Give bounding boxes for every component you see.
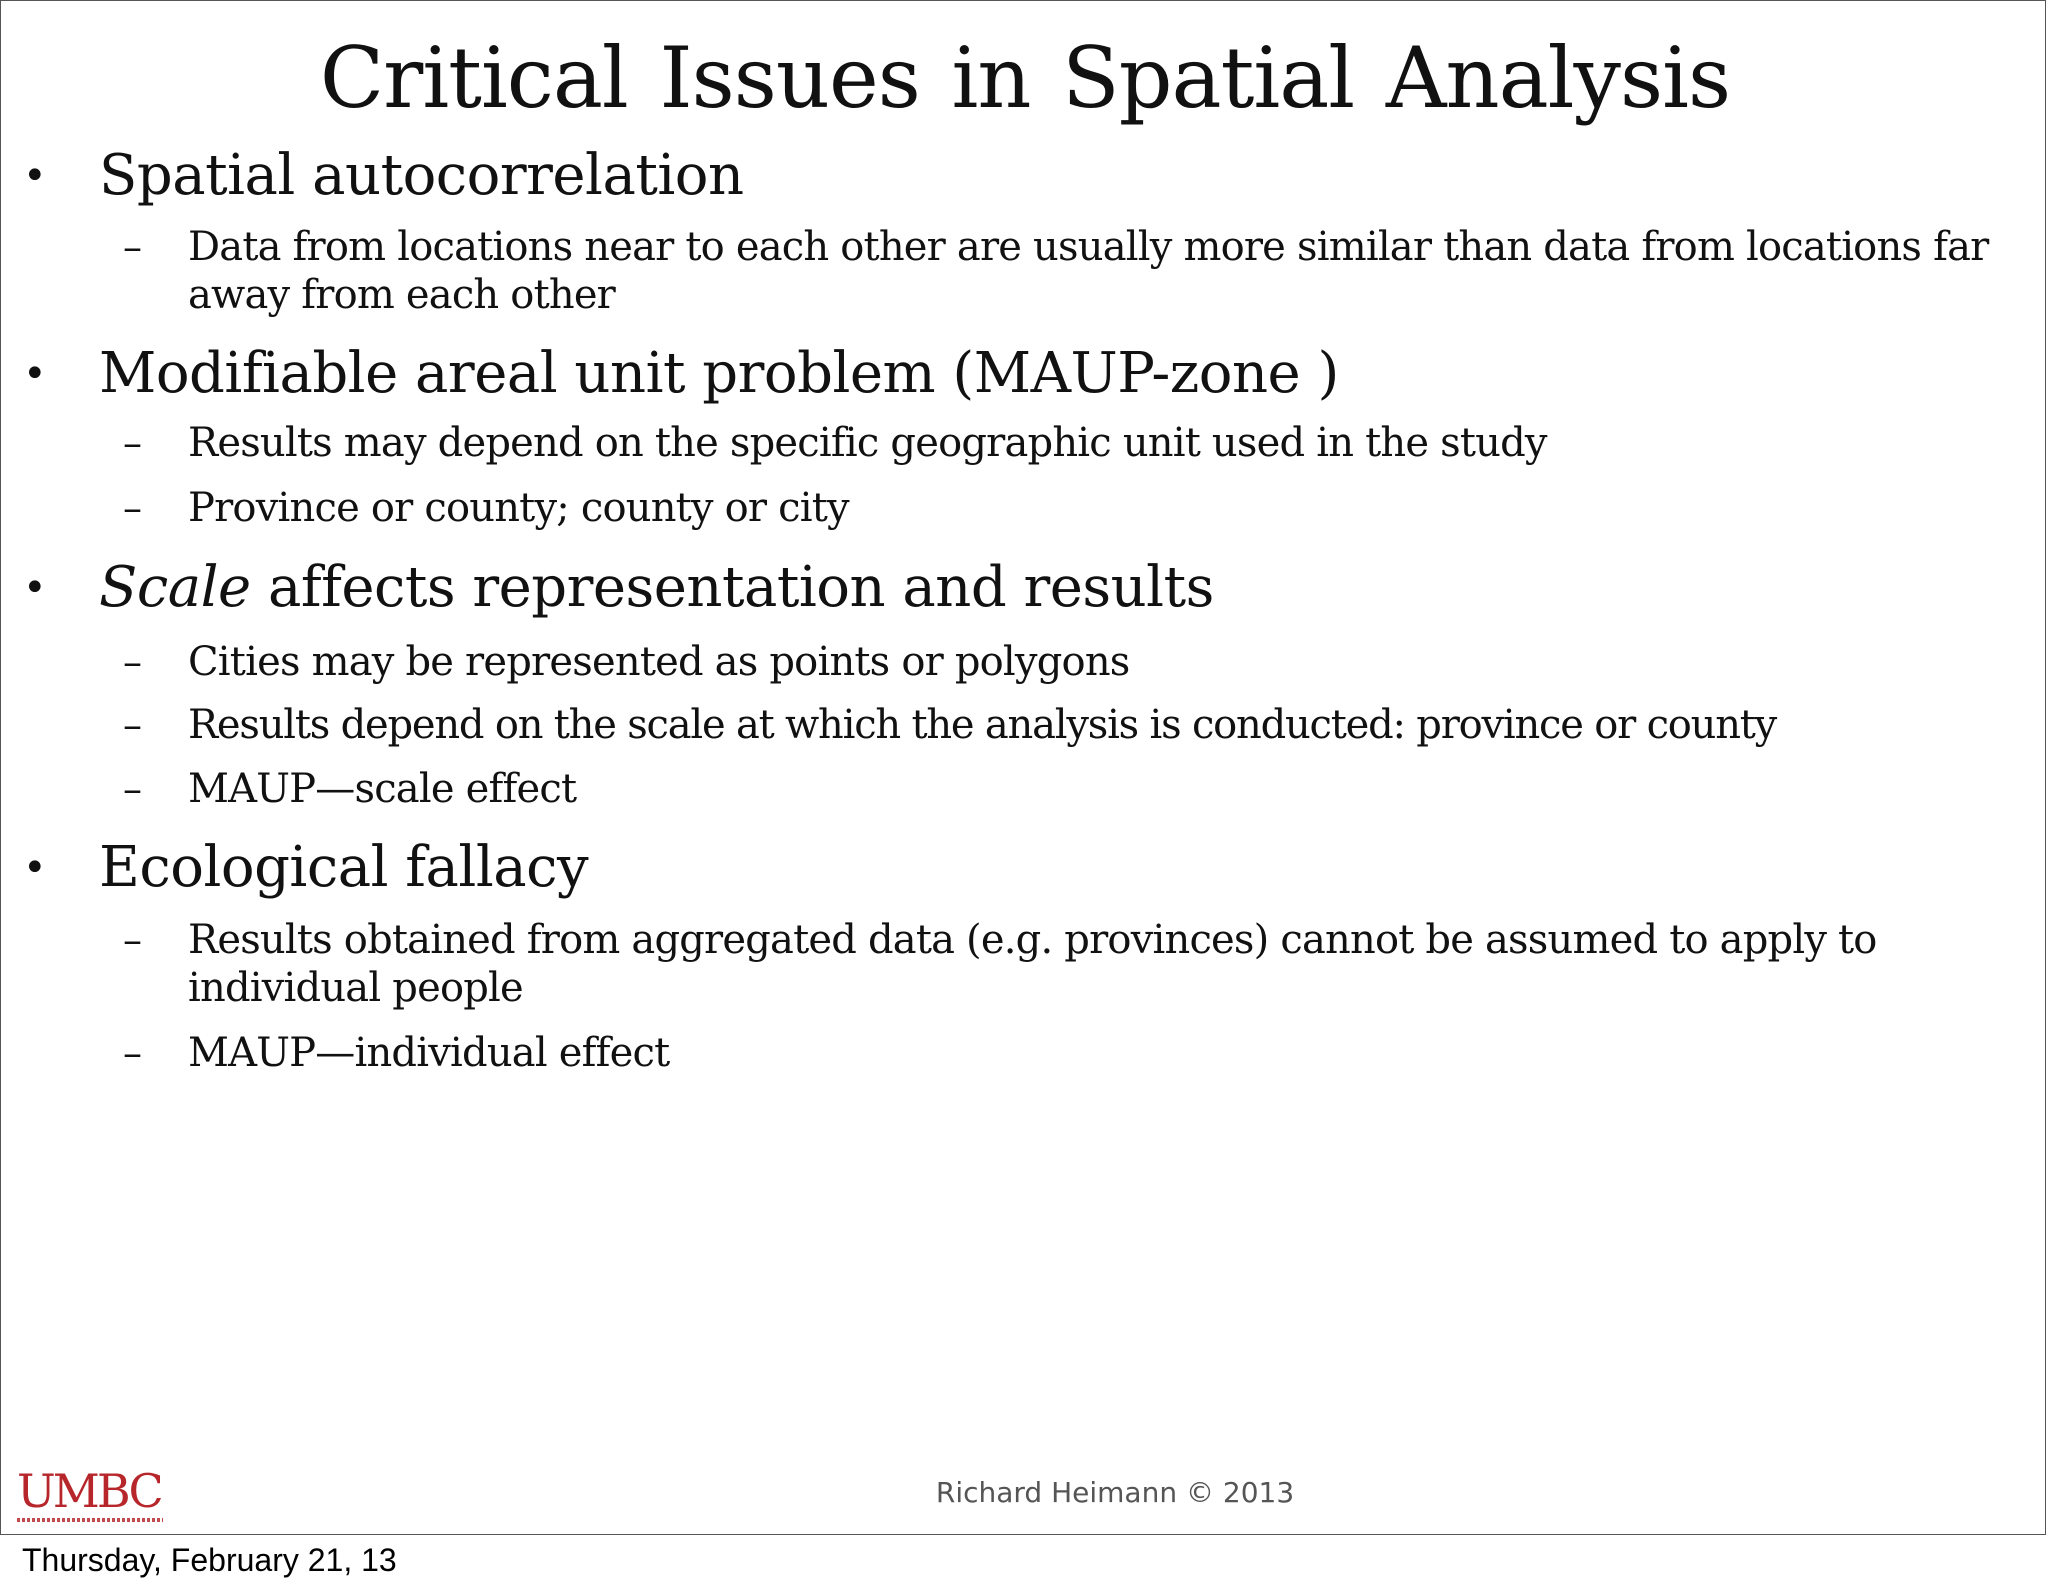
dash-glyph: – — [123, 640, 142, 684]
dash-glyph: – — [123, 225, 142, 269]
bullet-glyph: • — [23, 153, 47, 199]
sub-item-text: Cities may be represented as points or polygons — [188, 639, 1130, 685]
dash-glyph: – — [123, 703, 142, 747]
bullet-text-italic: Scale — [99, 555, 251, 620]
sub-item-text: Results obtained from aggregated data (e.g. provinces) cannot be assumed to apply to individual people — [188, 917, 1877, 1011]
dash-glyph: – — [123, 421, 142, 465]
bullet-glyph: • — [23, 565, 47, 611]
bullet-text — [99, 833, 588, 903]
sub-item-text: Results may depend on the specific geographic unit used in the study — [188, 420, 1547, 466]
sub-item-text: MAUP—individual effect — [188, 1030, 670, 1076]
slide-title: Critical Issues in Spatial Analysis — [319, 29, 1731, 127]
bullet-text-rest: Ecological fallacy — [99, 835, 589, 900]
dash-glyph: – — [123, 1031, 142, 1075]
logo-tagline-graphic — [17, 1518, 163, 1522]
bullet-text — [99, 141, 744, 211]
bullet-text-rest: Spatial autocorrelation — [99, 143, 744, 208]
dash-glyph: – — [123, 486, 142, 530]
bullet-glyph: • — [23, 845, 47, 891]
logo-text: UMBC — [17, 1464, 161, 1518]
dash-glyph: – — [123, 767, 142, 811]
bullet-text — [99, 553, 1214, 623]
footer-date: Thursday, February 21, 13 — [22, 1542, 397, 1578]
bullet-text-rest: affects representation and results — [250, 555, 1214, 620]
sub-item-text: Results depend on the scale at which the analysis is conducted: province or county — [188, 702, 1777, 748]
sub-item-text: MAUP—scale effect — [188, 766, 577, 812]
bullet-text-rest: Modifiable areal unit problem (MAUP-zone ) — [99, 341, 1339, 406]
bullet-text — [99, 339, 1339, 409]
dash-glyph: – — [123, 918, 142, 962]
copyright-credit: Richard Heimann © 2013 — [935, 1476, 1295, 1509]
bullet-glyph: • — [23, 351, 47, 397]
sub-item-text: Data from locations near to each other are usually more similar than data from locations far away from each other — [188, 224, 1989, 318]
sub-item-text: Province or county; county or city — [188, 485, 849, 531]
